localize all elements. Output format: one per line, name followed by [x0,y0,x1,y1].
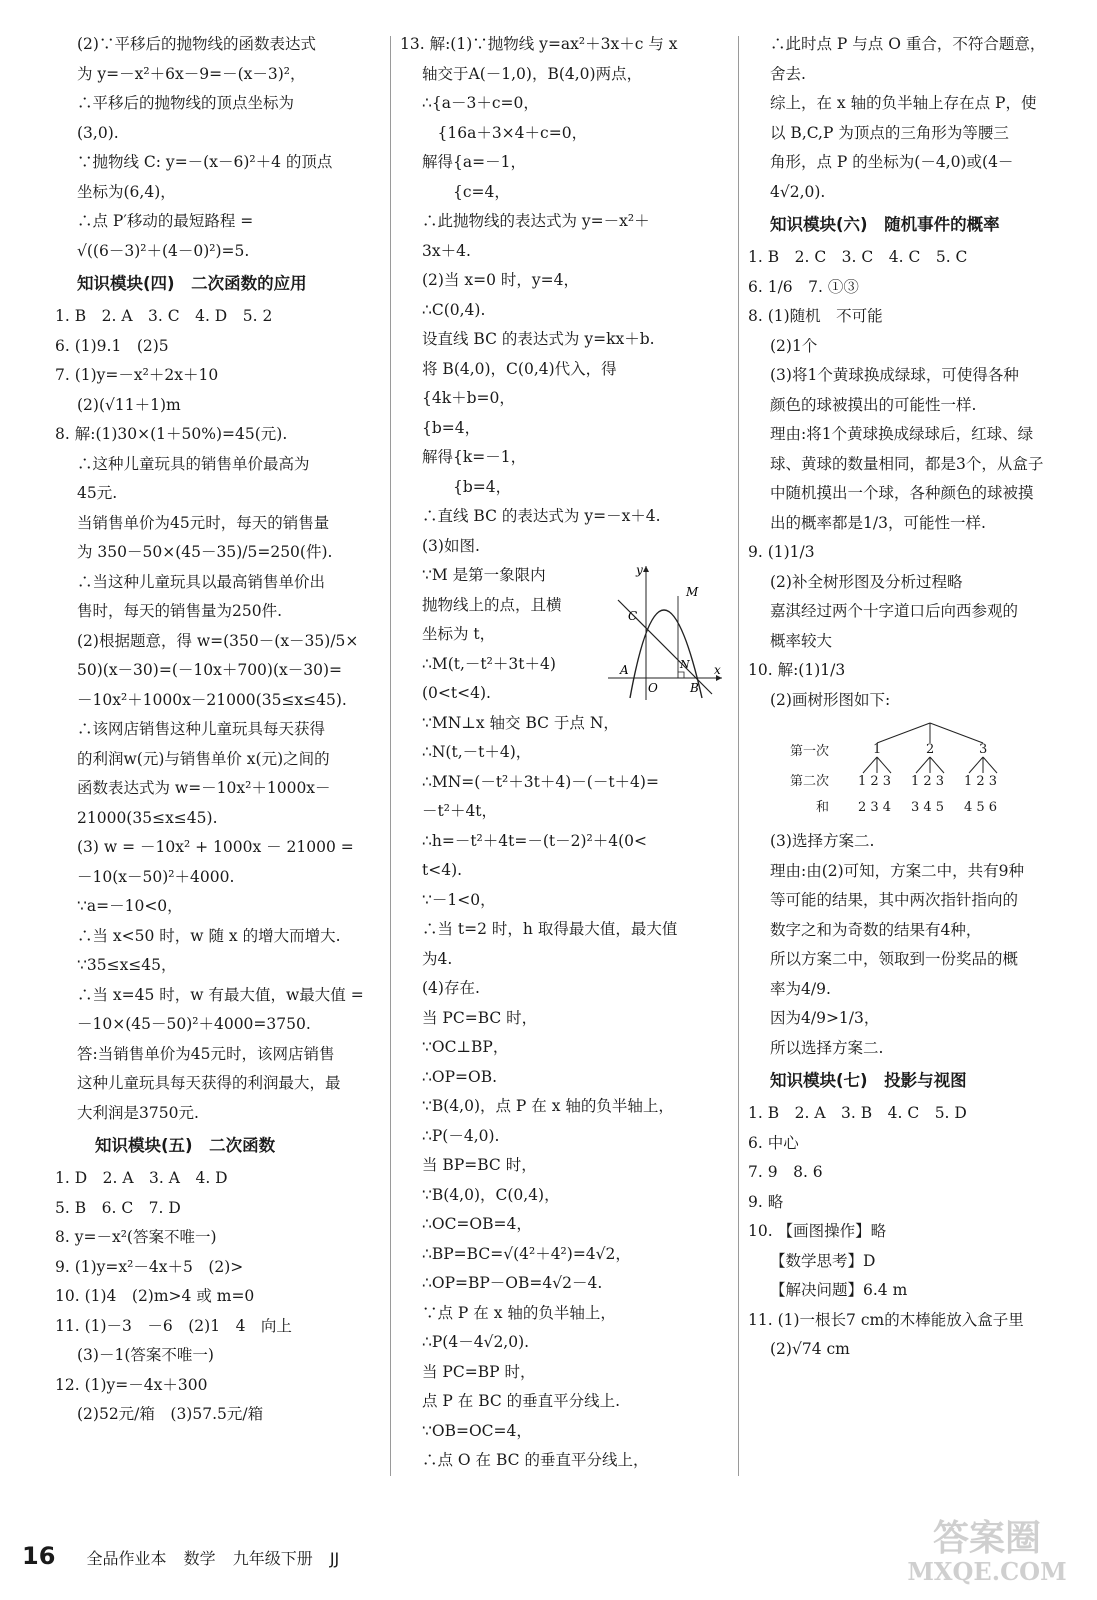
text-line: √((6－3)²＋(4－0)²)=5. [77,241,250,260]
tree-diagram [770,721,1070,821]
column-middle [400,30,730,1476]
text-line: 概率较大 [770,631,833,650]
text-line: (2)∵平移后的抛物线的函数表达式 [77,35,316,53]
text-line: ∴当 t=2 时，h 取得最大值，最大值 [422,920,678,938]
text-line: 8. y=－x²(答案不唯一) [55,1228,217,1246]
text-line: (3) w = －10x² + 1000x － 21000 = [77,838,354,856]
text-line: 9. (1)y=x²－4x＋5 (2)> [55,1257,244,1276]
text-line: (2)根据题意，得 w=(350－(x－35)/5× [77,631,359,650]
text-line: 所以方案二中，领取到一份奖品的概 [770,950,1019,968]
text-line: ∴直线 BC 的表达式为 y=－x＋4. [422,507,661,525]
text-line: ∴N(t,－t＋4)， [422,743,532,761]
text-line: ∴M(t,－t²＋3t＋4) [422,654,556,673]
text-line: ∴OP=BP－OB=4√2－4. [422,1274,603,1292]
tree-sums-c: 4 5 6 [964,800,998,815]
text-line: 综上，在 x 轴的负半轴上存在点 P，使 [770,94,1037,112]
text-line: 9. 略 [748,1192,784,1211]
watermark-line2: MXQE.COM [907,1557,1067,1586]
watermark-line1: 答案圈 [932,1517,1042,1559]
text-line: 当 PC=BC 时， [422,1008,538,1027]
tree-row1-label: 第一次 [790,744,830,759]
text-line: ∵35≤x≤45， [77,956,177,974]
text-line: ∴OC=OB=4， [422,1215,532,1233]
text-line: t<4). [422,861,463,879]
text-line: (3)如图. [422,536,480,555]
text-line: ∴当这种儿童玩具以最高销售单价出 [77,572,326,591]
text-line: 数字之和为奇数的结果有4种， [770,920,982,939]
text-line: 解得{k=－1， [422,448,527,466]
point-M-label: M [686,585,699,599]
text-line: 7. (1)y=－x²＋2x＋10 [55,366,219,384]
text-line: ∵点 P 在 x 轴的负半轴上， [422,1303,616,1322]
text-line: 当 BP=BC 时， [422,1156,537,1174]
text-line: (0<t<4). [422,684,491,702]
text-line: 6. (1)9.1 (2)5 [55,336,169,355]
text-line: {c=4， [422,182,510,201]
text-line: 1. B 2. A 3. C 4. D 5. 2 [55,307,273,325]
text-line: 6. 1/6 7. ①③ [748,277,859,296]
text-line: 因为4/9>1/3， [770,1009,880,1027]
text-line: 10. 解:(1)1/3 [748,661,846,679]
text-line: 8. 解:(1)30×(1＋50%)=45(元). [55,425,288,443]
text-line: 球、黄球的数量相同，都是3个，从盒子 [770,454,1044,473]
text-line: 13. 解:(1)∵抛物线 y=ax²＋3x＋c 与 x [400,35,678,53]
text-line: 函数表达式为 w=－10x²＋1000x－ [77,779,331,797]
text-line: 10. (1)4 (2)m>4 或 m=0 [55,1287,255,1305]
text-line: ∵M 是第一象限内 [422,566,546,584]
parabola-graph [608,560,726,702]
text-line: 率为4/9. [770,979,831,998]
text-line: 1. B 2. C 3. C 4. C 5. C [748,248,968,266]
watermark-logo [897,1508,1077,1588]
text-line: 50)(x－30)=(－10x＋700)(x－30)= [77,661,343,679]
text-line: ∴OP=OB. [422,1067,498,1086]
column-divider-right [738,36,739,1476]
text-line: ∴当 x<50 时，w 随 x 的增大而增大. [77,926,341,945]
tree-first-1: 1 [873,742,882,757]
text-line: 以 B,C,P 为顶点的三角形为等腰三 [770,123,1009,142]
tree-row2-label: 第二次 [790,774,830,789]
column-right-part-1 [748,30,1078,715]
text-line: －10x²＋1000x－21000(35≤x≤45). [77,690,347,709]
text-line: 中随机摸出一个球，各种颜色的球被摸 [770,484,1034,502]
origin-label: O [648,681,658,695]
text-line: (2)√74 cm [770,1340,850,1358]
point-N-label: N [680,658,690,671]
text-line: 点 P 在 BC 的垂直平分线上. [422,1392,621,1410]
text-line: 解得{a=－1， [422,153,526,171]
text-line: 【解决问题】6.4 m [770,1281,908,1299]
text-line: (3)选择方案二. [770,832,875,850]
section-heading: 知识模块(六) 随机事件的概率 [770,215,1000,234]
text-line: 3x＋4. [422,241,471,260]
text-line: 售时，每天的销售量为250件. [77,602,283,620]
text-line: (3)将1个黄球换成绿球，可使得各种 [770,366,1019,384]
section-heading: 知识模块(七) 投影与视图 [770,1071,967,1090]
text-line: (2)当 x=0 时，y=4， [422,271,580,289]
text-line: ∵OC⊥BP， [422,1038,509,1056]
text-line: ∴点 O 在 BC 的垂直平分线上， [422,1451,649,1469]
text-line: (2)1个 [770,336,818,355]
page-footer [22,1542,351,1570]
tree-row3-label: 和 [816,800,830,815]
text-line: 答:当销售单价为45元时，该网店销售 [77,1044,335,1063]
text-line: 8. (1)随机 不可能 [748,307,883,325]
text-line: 坐标为(6,4)， [77,182,176,201]
text-line: ∴当 x=45 时，w 有最大值，w最大值 = [77,985,364,1004]
text-line: 21000(35≤x≤45). [77,808,218,827]
text-line: 当销售单价为45元时，每天的销售量 [77,513,330,532]
text-line: 等可能的结果，其中两次指针指向的 [770,891,1019,909]
text-line: 当 PC=BP 时， [422,1362,536,1381]
text-line: {16a＋3×4＋c=0， [422,123,588,142]
text-line: 为 350－50×(45－35)/5=250(件). [77,543,333,561]
text-line: (2)补全树形图及分析过程略 [770,572,963,591]
text-line: 理由:由(2)可知，方案二中，共有9种 [770,861,1025,880]
text-line: 7. 9 8. 6 [748,1163,823,1181]
text-line: 理由:将1个黄球换成绿球后，红球、绿 [770,425,1034,443]
text-line: 为 y=－x²＋6x－9=－(x－3)²， [77,64,306,83]
grade: 九年级下册 [232,1549,313,1568]
text-line: ∵－1<0， [422,890,496,909]
point-A-label: A [620,663,629,677]
point-C-label: C [628,609,638,623]
text-line: 6. 中心 [748,1133,799,1152]
text-line: ∵抛物线 C: y=－(x－6)²＋4 的顶点 [77,153,333,171]
text-line: ∴此抛物线的表达式为 y=－x²＋ [422,212,650,230]
text-line: ∴C(0,4). [422,300,486,319]
text-line: (3,0). [77,123,119,142]
text-line: 轴交于A(－1,0)，B(4,0)两点， [422,64,643,83]
text-line: 11. (1)－3 －6 (2)1 4 向上 [55,1316,292,1335]
text-line: 45元. [77,484,118,502]
text-line: {b=4， [422,477,512,496]
text-line: 为4. [422,949,453,968]
text-line: 出的概率都是1/3，可能性一样. [770,513,986,532]
tree-sums-a: 2 3 4 [858,800,892,815]
text-line: ∵MN⊥x 轴交 BC 于点 N， [422,713,619,732]
text-line: 1. D 2. A 3. A 4. D [55,1169,228,1187]
text-line: 4√2,0). [770,182,826,201]
column-right [748,30,1078,1365]
edition: JJ [329,1549,340,1568]
text-line: ∴MN=(－t²＋3t＋4)－(－t＋4)= [422,772,659,791]
text-line: {b=4， [422,418,481,437]
text-line: 1. B 2. A 3. B 4. C 5. D [748,1104,967,1122]
y-axis-label: y [636,563,643,577]
column-divider-left [390,36,391,1476]
text-line: ∵OB=OC=4， [422,1421,532,1440]
tree-first-2: 2 [926,742,935,757]
column-right-part-2 [748,827,1078,1365]
tree-second-b: 1 2 3 [911,774,945,789]
text-line: 11. (1)一根长7 cm的木棒能放入盒子里 [748,1310,1024,1329]
text-line: ∴P(4－4√2,0). [422,1333,530,1351]
text-line: ∴{a－3＋c=0， [422,94,539,112]
text-line: ∵B(4,0)，点 P 在 x 轴的负半轴上， [422,1097,674,1115]
text-line: 5. B 6. C 7. D [55,1198,181,1217]
text-line: 颜色的球被摸出的可能性一样. [770,395,977,414]
text-line: (2)52元/箱 (3)57.5元/箱 [77,1405,264,1423]
text-line: 所以选择方案二. [770,1038,884,1057]
text-line: ∴h=－t²＋4t=－(t－2)²＋4(0< [422,831,648,850]
problem-13-solution [400,30,730,1476]
tree-first-3: 3 [979,742,988,757]
text-line: 的利润w(元)与销售单价 x(元)之间的 [77,749,330,768]
text-line: 【数学思考】D [770,1251,876,1270]
text-line: 角形，点 P 的坐标为(－4,0)或(4－ [770,153,1014,171]
text-line: 嘉淇经过两个十字道口后向西参观的 [770,602,1019,620]
text-line: 大利润是3750元. [77,1103,199,1122]
text-line: 将 B(4,0)，C(0,4)代入，得 [422,359,617,378]
page-number: 16 [22,1542,56,1570]
tree-sums-b: 3 4 5 [911,800,945,815]
text-line: ∴该网店销售这种儿童玩具每天获得 [77,720,326,738]
text-line: ∴点 P′移动的最短路程 = [77,212,254,230]
text-line: 9. (1)1/3 [748,543,815,561]
text-line: ∵B(4,0)，C(0,4)， [422,1185,560,1204]
x-axis-label: x [714,663,721,677]
text-line: 这种儿童玩具每天获得的利润最大，最 [77,1074,341,1092]
text-line: ∴平移后的抛物线的顶点坐标为 [77,94,295,112]
text-line: (3)－1(答案不唯一) [77,1346,214,1364]
book-title: 全品作业本 [86,1549,167,1568]
text-line: 抛物线上的点，且横 [422,595,562,614]
point-B-label: B [690,681,699,695]
text-line: －10×(45－50)²＋4000=3750. [77,1015,311,1033]
text-line: 10. 【画图操作】略 [748,1222,887,1240]
column-left [55,30,385,1430]
text-line: {4k＋b=0， [422,389,515,407]
text-line: 坐标为 t， [422,625,496,643]
text-line: －t²＋4t， [422,802,498,820]
subject: 数学 [183,1549,216,1568]
text-line: (4)存在. [422,979,480,997]
text-line: ∴BP=BC=√(4²＋4²)=4√2， [422,1244,631,1263]
text-line: ∴这种儿童玩具的销售单价最高为 [77,454,310,473]
section-heading: 知识模块(五) 二次函数 [95,1136,276,1155]
text-line: 舍去. [770,64,806,83]
text-line: 12. (1)y=－4x＋300 [55,1375,208,1394]
text-line: －10(x－50)²＋4000. [77,867,235,886]
text-line: (2)画树形图如下: [770,690,891,709]
text-line: (2)(√11＋1)m [77,395,181,414]
tree-second-a: 1 2 3 [858,774,892,789]
tree-second-c: 1 2 3 [964,774,998,789]
text-line: ∴P(－4,0). [422,1126,500,1145]
parabola-graph-svg [608,560,726,702]
section-heading: 知识模块(四) 二次函数的应用 [77,274,307,293]
text-line: ∵a=－10<0， [77,897,183,915]
text-line: 设直线 BC 的表达式为 y=kx＋b. [422,330,655,348]
text-line: ∴此时点 P 与点 O 重合，不符合题意， [770,35,1046,53]
